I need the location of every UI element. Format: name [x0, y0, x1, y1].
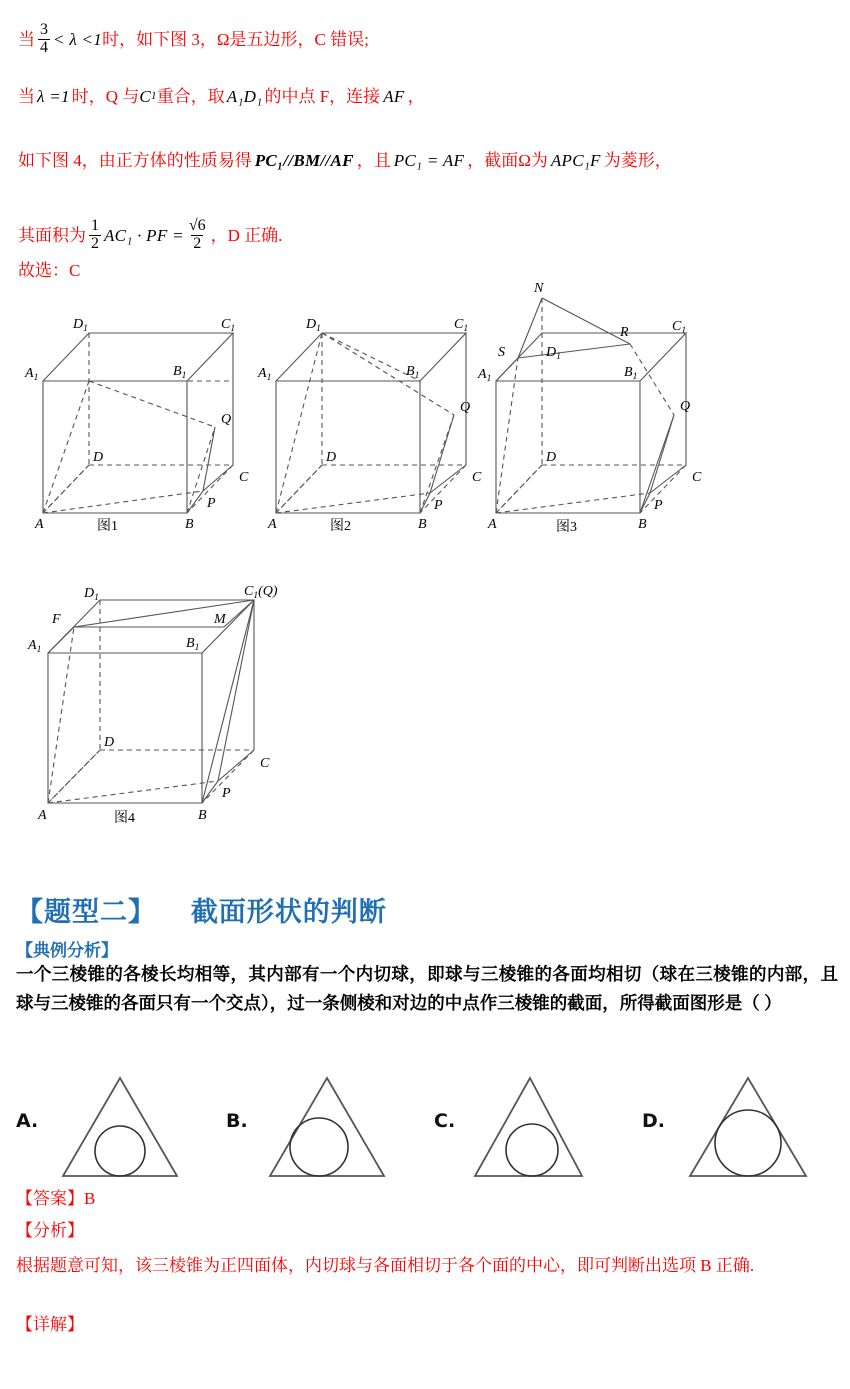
solution-line-1: [18, 22, 369, 57]
line2-lambda-eq: λ =1: [37, 87, 70, 106]
option-label-c[interactable]: C.: [434, 1110, 456, 1132]
line4-tail: ，D 正确.: [210, 225, 283, 245]
line3-tail: 为菱形，: [603, 151, 672, 170]
section-heading-tag: 【题型二】: [16, 897, 156, 928]
vertex-label-A: A: [268, 517, 277, 532]
vertex-label-D: D: [546, 450, 557, 465]
line1-tail: 是五边形，C 错误;: [229, 29, 369, 49]
vertex-label-D: D: [104, 735, 115, 750]
vertex-label-D1: $D_1$: [84, 586, 99, 603]
line1-mid: 时，如下图 3，: [102, 29, 217, 49]
option-label-a[interactable]: A.: [16, 1110, 39, 1132]
vertex-label-C: C: [239, 470, 249, 485]
answer-line: [16, 1190, 95, 1207]
fraction-numerator: 3: [40, 21, 48, 38]
vertex-label-B1: $B_1$: [406, 364, 420, 381]
line3-mid3: 为: [530, 151, 548, 170]
vertex-label-B: B: [418, 517, 427, 532]
vertex-label-A: A: [38, 808, 47, 823]
vertex-label-A1: $A_1$: [25, 366, 39, 383]
vertex-label-D1: $D_1$: [306, 317, 321, 334]
fraction-denominator: 2: [91, 234, 99, 252]
line3-prefix: 如下图 4，由正方体的性质易得: [18, 151, 252, 170]
vertex-label-A: A: [35, 517, 44, 532]
vertex-label-A1: $A_1$: [28, 638, 42, 655]
vertex-label-C: C: [692, 470, 702, 485]
solution-line-3: [18, 152, 672, 169]
option-a-figure[interactable]: [55, 1068, 185, 1188]
fraction-one-half: [89, 218, 101, 253]
figure-1-caption: 图1: [97, 519, 118, 534]
figure-4-cube: [28, 585, 308, 835]
line3-expr-parallel: PC₁//BM//AF: [254, 151, 354, 170]
figure-3-caption: 图3: [556, 520, 577, 535]
vertex-label-A1: $A_1$: [258, 366, 272, 383]
fraction-denominator: 4: [40, 38, 48, 56]
analysis-tag-line: [16, 1222, 84, 1239]
vertex-label-B: B: [638, 517, 647, 532]
line2-mid: 时，Q 与: [71, 87, 140, 106]
section-heading-title: 截面形状的判断: [190, 897, 387, 928]
fraction-three-quarters: [38, 22, 50, 57]
line4-prefix: 其面积为: [18, 225, 86, 245]
line2-c1-subscript: 1: [150, 90, 157, 102]
line2-tail: ，: [407, 87, 425, 106]
vertex-label-Q: Q: [460, 400, 471, 415]
solution-line-4: [18, 218, 282, 253]
vertex-label-C: C: [260, 756, 270, 771]
line2-af: AF: [383, 87, 405, 106]
line3-expr-section: APC₁F: [550, 151, 601, 170]
figure-2-cube: [258, 315, 488, 534]
vertex-label-B1: $B_1$: [173, 364, 187, 381]
vertex-label-D: D: [326, 450, 337, 465]
vertex-label-B: B: [198, 808, 207, 823]
vertex-label-D1: $D_1$: [546, 345, 561, 362]
vertex-label-M: M: [214, 612, 226, 627]
option-b-figure[interactable]: [262, 1068, 392, 1188]
final-choice: 故选：C: [18, 261, 81, 280]
line3-omega: Ω: [518, 151, 531, 170]
fraction-numerator: √6: [188, 217, 206, 234]
option-label-d[interactable]: D.: [642, 1110, 665, 1132]
solution-line-2: [18, 88, 425, 105]
vertex-label-C1: $C_1$: [454, 317, 469, 334]
solution-line-5: [18, 262, 80, 279]
vertex-label-Q: Q: [221, 412, 232, 427]
vertex-label-A: A: [488, 517, 497, 532]
analysis-text: 根据题意可知，该三棱锥为正四面体，内切球与各面相切于各个面的中心，即可判断出选项 B 正确.: [16, 1256, 755, 1275]
line4-expression: AC₁ · PF =: [104, 225, 184, 245]
line2-a1d1: A₁D₁: [226, 87, 263, 106]
vertex-label-N: N: [534, 281, 544, 296]
analysis-tag: 【分析】: [16, 1221, 84, 1240]
line2-c1: C: [139, 87, 151, 106]
vertex-label-A1: $A_1$: [478, 367, 492, 384]
line2-mid2: 重合，取: [156, 87, 225, 106]
vertex-label-B1: $B_1$: [186, 636, 200, 653]
fraction-sqrt6-over-2: [187, 218, 208, 253]
vertex-label-B: B: [185, 517, 194, 532]
vertex-label-B1: $B_1$: [624, 365, 638, 382]
vertex-label-Q: Q: [680, 399, 691, 414]
line2-prefix: 当: [18, 87, 35, 106]
omega-symbol: Ω: [216, 29, 230, 49]
problem-statement: 一个三棱锥的各棱长均相等，其内部有一个内切球，即球与三棱锥的各面均相切（球在三棱锥的内部，且球与三棱锥的各面只有一个交点），过一条侧棱和对边的中点作三棱锥的截面，所得截面图形是（ ）: [16, 964, 838, 1013]
line2-mid3: 的中点 F，连接: [264, 87, 381, 106]
vertex-label-P: P: [207, 496, 216, 511]
vertex-label-P: P: [222, 786, 231, 801]
figure-3-cube: [478, 281, 713, 535]
fraction-numerator: 1: [91, 217, 99, 234]
line3-mid2: ，截面: [467, 151, 519, 170]
answer-value: B: [84, 1189, 96, 1208]
answer-tag: 【答案】: [16, 1189, 84, 1208]
figure-1-cube: [25, 315, 270, 534]
figure-4-caption: 图4: [114, 811, 135, 826]
figure-2-caption: 图2: [330, 519, 351, 534]
option-d-figure[interactable]: [680, 1068, 820, 1188]
detail-tag: 【详解】: [16, 1315, 84, 1334]
detail-tag-line: [16, 1316, 84, 1333]
line1-prefix: 当: [18, 29, 35, 49]
vertex-label-C: C: [472, 470, 482, 485]
line3-mid1: ，且: [356, 151, 391, 170]
vertex-label-C1: $C_1$: [672, 319, 687, 336]
vertex-label-R: R: [620, 325, 629, 340]
vertex-label-C1: $C_1$: [221, 317, 236, 334]
vertex-label-P: P: [434, 498, 443, 513]
vertex-label-F: F: [52, 612, 61, 627]
option-c-figure[interactable]: [470, 1068, 600, 1188]
fraction-denominator: 2: [193, 234, 202, 252]
option-label-b[interactable]: B.: [226, 1110, 248, 1132]
vertex-label-P: P: [654, 498, 663, 513]
vertex-label-S: S: [498, 345, 505, 360]
line3-expr-equal: PC₁ = AF: [393, 151, 465, 170]
vertex-label-D1: $D_1$: [73, 317, 88, 334]
section-heading: [16, 890, 387, 929]
subsection-heading: 【典例分析】: [16, 941, 118, 961]
vertex-label-D: D: [93, 450, 104, 465]
vertex-label-C1Q: $C_1(Q)$: [244, 584, 278, 601]
line1-inequality: < λ <1: [53, 29, 103, 49]
